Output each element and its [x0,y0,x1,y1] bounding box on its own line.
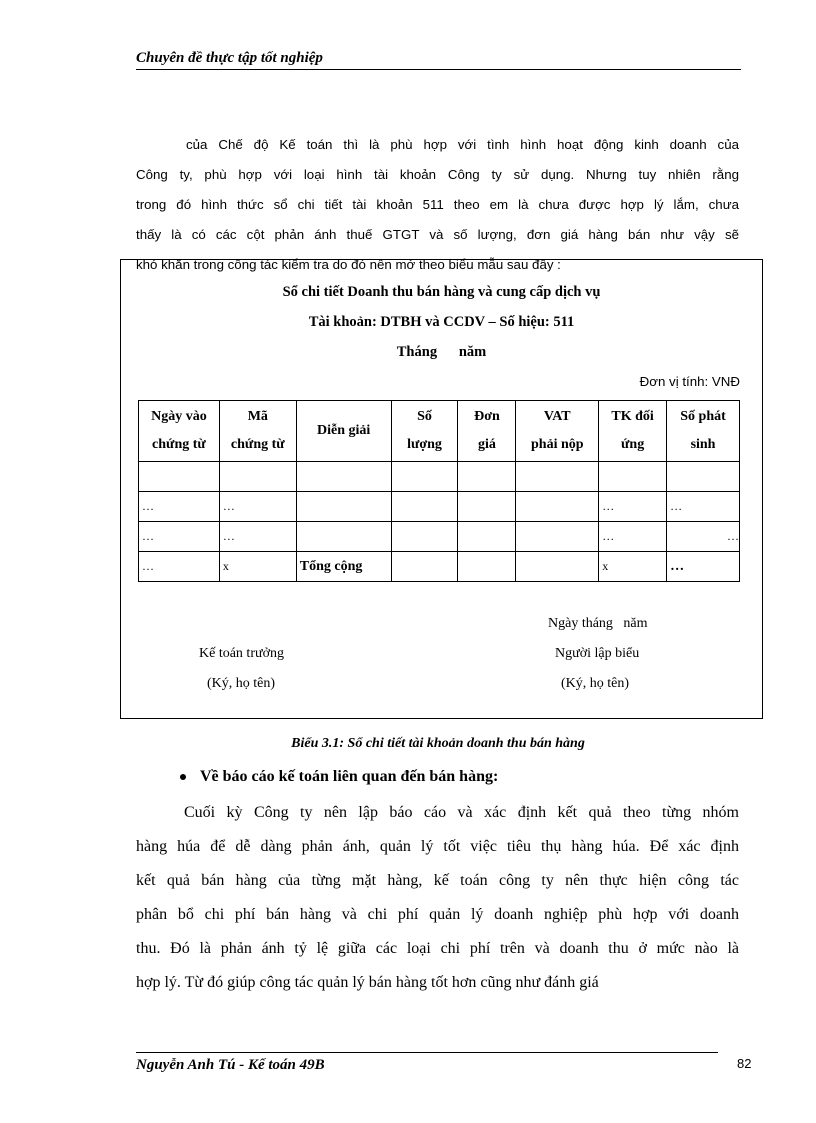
table-cell: … [667,522,740,552]
body-line: phân bổ chi phí bán hàng và chi phí quản lý doanh nghiệp phù hợp với doanh [136,906,739,923]
chief-accountant-sign-note: (Ký, họ tên) [207,676,276,691]
table-cell [667,462,740,492]
intro-line: trong đó hình thức sổ chi tiết tài khoản 511 theo em là chưa được hợp lý lắm, chưa [136,197,739,212]
table-cell [296,462,391,492]
table-cell [458,522,516,552]
header-rule [136,69,741,70]
body-line: hợp lý. Từ đó giúp công tác quản lý bán hàng tốt hơn cũng như đánh giá [136,974,599,991]
footer-rule [136,1052,718,1053]
table-total-row [139,552,740,582]
table-cell: … [139,492,220,522]
form-unit: Đơn vị tính: VNĐ [639,374,740,389]
form-account: Tài khoản: DTBH và CCDV – Số hiệu: 511 [308,314,575,330]
table-cell: … [599,492,667,522]
table-cell: … [139,552,220,582]
table-cell [391,522,458,552]
table-cell [391,462,458,492]
sign-date: Ngày tháng năm [548,616,648,631]
intro-line: khó khăn trong công tác kiểm tra do đó nên mở theo biểu mẫu sau đây : [136,257,561,272]
ledger-table [138,400,740,582]
table-cell [516,462,599,492]
table-cell [458,462,516,492]
table-cell: … [219,492,296,522]
table-cell: x [599,552,667,582]
table-cell [219,462,296,492]
header-cell: Đơn giá [458,401,516,462]
table-cell [296,492,391,522]
table-cell [139,462,220,492]
table-cell: … [219,522,296,552]
header-cell: Diễn giải [296,401,391,462]
page-header-title: Chuyên đề thực tập tốt nghiệp [136,50,323,66]
footer-author: Nguyễn Anh Tú - Kế toán 49B [136,1057,325,1073]
form-title: Sổ chi tiết Doanh thu bán hàng và cung cấp dịch vụ [282,284,601,300]
body-line: kết quả bán hàng của từng mặt hàng, kế toán công ty nên thực hiện công tác [136,872,739,889]
page-number: 82 [737,1056,752,1071]
table-row [139,462,740,492]
intro-line: thấy là có các cột phản ánh thuế GTGT và số lượng, đơn giá hàng bán như vậy sẽ [136,227,739,242]
bullet-heading-text: Về báo cáo kế toán liên quan đến bán hàng: [200,768,499,785]
body-paragraph [136,796,739,1000]
header-cell: Ngày vào chứng từ [139,401,220,462]
header-cell: TK đối ứng [599,401,667,462]
table-cell [391,492,458,522]
chief-accountant-label: Kế toán trưởng [199,646,284,661]
ledger-form-box [120,259,763,719]
table-cell: … [139,522,220,552]
total-label-cell: Tổng cộng [296,552,391,582]
table-row [139,492,740,522]
preparer-sign-note: (Ký, họ tên) [561,676,630,691]
intro-line: Công ty, phù hợp với loại hình tài khoản Công ty sử dụng. Nhưng tuy nhiên rằng [136,167,739,182]
header-cell: Số lượng [391,401,458,462]
table-cell: … [667,492,740,522]
body-line: hàng húa để dễ dàng phản ánh, quản lý tốt việc tiêu thụ hàng húa. Để xác định [136,838,739,855]
table-cell [516,522,599,552]
table-cell: … [667,552,740,582]
table-cell [516,492,599,522]
body-line: Cuối kỳ Công ty nên lập báo cáo và xác định kết quả theo từng nhóm [184,804,739,821]
table-cell [296,522,391,552]
header-cell: VAT phải nộp [516,401,599,462]
table-cell [458,492,516,522]
table-cell: x [219,552,296,582]
figure-caption: Biểu 3.1: Sổ chi tiết tài khoản doanh thu bán hàng [291,736,585,751]
table-header-row [139,401,740,462]
table-cell [516,552,599,582]
header-cell: Mã chứng từ [219,401,296,462]
table-row [139,522,740,552]
bullet-heading [180,768,498,786]
table-cell [599,462,667,492]
intro-line: của Chế độ Kế toán thì là phù hợp với tình hình hoạt động kinh doanh của [186,137,739,152]
table-cell [391,552,458,582]
body-line: thu. Đó là phản ánh tỷ lệ giữa các loại chi phí trên và doanh thu ở mức nào là [136,940,739,957]
preparer-label: Người lập biểu [555,646,640,661]
table-cell [458,552,516,582]
header-cell: Số phát sinh [667,401,740,462]
form-period: Tháng năm [396,344,487,360]
table-cell: … [599,522,667,552]
intro-paragraph [136,130,739,272]
bullet-dot-icon [180,774,186,780]
